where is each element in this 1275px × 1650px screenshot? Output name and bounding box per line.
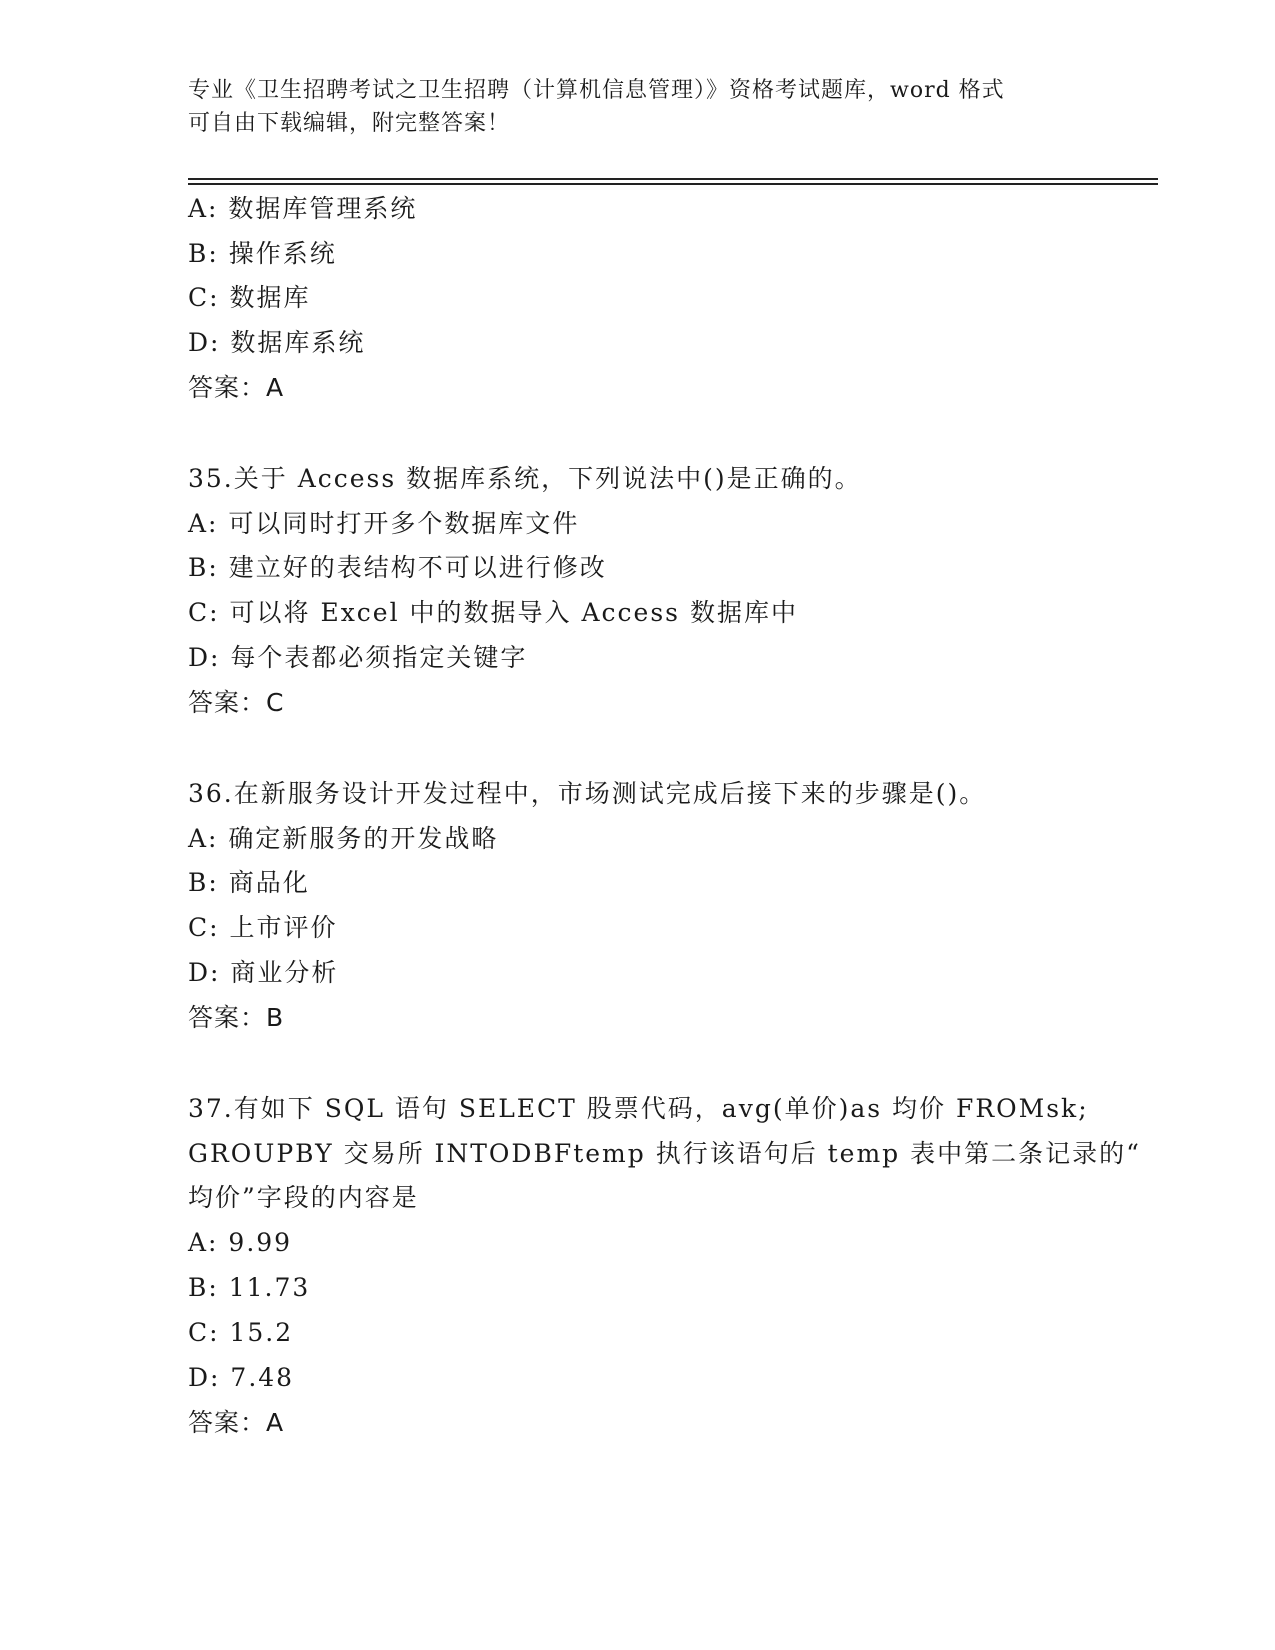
- q36-option-d: D: 商业分析: [188, 958, 339, 987]
- q37-option-c: C: 15.2: [188, 1318, 294, 1347]
- q35-option-a: A: 可以同时打开多个数据库文件: [188, 509, 580, 538]
- q37-answer: 答案：A: [188, 1408, 285, 1437]
- q37-question-line-3: 均价”字段的内容是: [188, 1183, 419, 1212]
- q37-question-line-2: GROUPBY 交易所 INTODBFtemp 执行该语句后 temp 表中第二条记录的“: [188, 1139, 1141, 1168]
- q34-option-a: A: 数据库管理系统: [188, 194, 418, 223]
- q37-option-b: B: 11.73: [188, 1273, 311, 1302]
- q34-answer: 答案：A: [188, 373, 285, 402]
- q36-question: 36.在新服务设计开发过程中，市场测试完成后接下来的步骤是()。: [188, 779, 987, 808]
- header-divider-bottom: [188, 183, 1158, 185]
- q35-question: 35.关于 Access 数据库系统，下列说法中()是正确的。: [188, 464, 862, 493]
- q36-answer: 答案：B: [188, 1003, 285, 1032]
- header-divider-top: [188, 178, 1158, 180]
- header-title-line-2: 可自由下载编辑，附完整答案！: [188, 111, 511, 136]
- q34-option-b: B: 操作系统: [188, 239, 337, 268]
- q35-answer: 答案：C: [188, 688, 285, 717]
- q35-option-c: C: 可以将 Excel 中的数据导入 Access 数据库中: [188, 598, 798, 627]
- q36-option-b: B: 商品化: [188, 868, 310, 897]
- q34-option-d: D: 数据库系统: [188, 328, 366, 357]
- q35-option-d: D: 每个表都必须指定关键字: [188, 643, 528, 672]
- header-title-line-1: 专业《卫生招聘考试之卫生招聘（计算机信息管理）》资格考试题库，word 格式: [188, 78, 1005, 103]
- q36-option-a: A: 确定新服务的开发战略: [188, 824, 499, 853]
- q36-option-c: C: 上市评价: [188, 913, 338, 942]
- q34-option-c: C: 数据库: [188, 283, 311, 312]
- q37-option-a: A: 9.99: [188, 1228, 293, 1257]
- document-header: [188, 74, 1068, 140]
- q37-option-d: D: 7.48: [188, 1363, 295, 1392]
- q35-option-b: B: 建立好的表结构不可以进行修改: [188, 553, 607, 582]
- q37-question-line-1: 37.有如下 SQL 语句 SELECT 股票代码，avg(单价)as 均价 FROMsk;: [188, 1094, 1089, 1123]
